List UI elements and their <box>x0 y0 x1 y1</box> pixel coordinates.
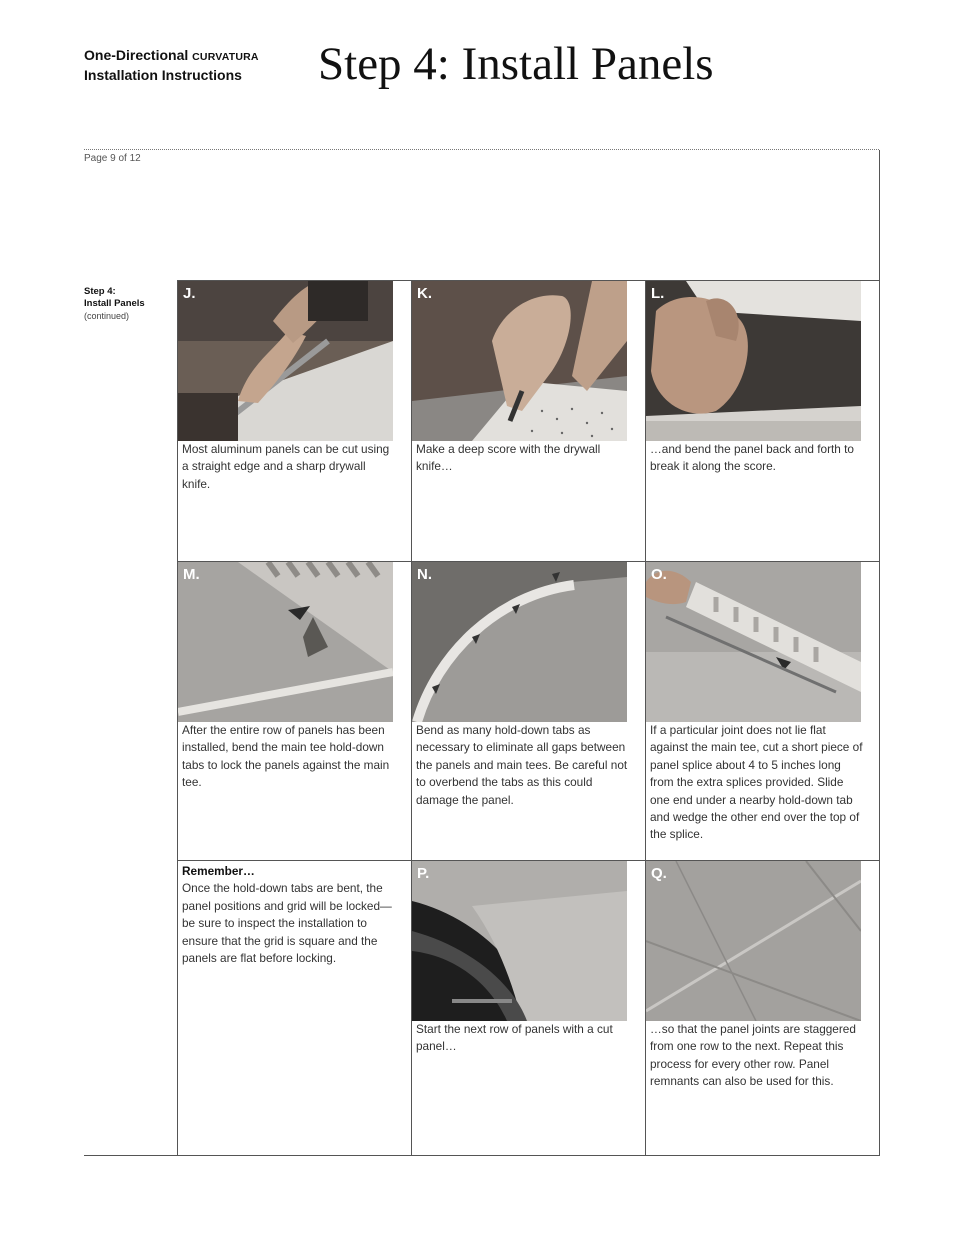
panel-letter: M. <box>183 566 200 583</box>
panel-letter: K. <box>417 285 432 302</box>
panel-letter: L. <box>651 285 665 302</box>
header-divider <box>84 149 879 150</box>
panel-letter: P. <box>417 865 430 882</box>
photo-p-next-row <box>412 861 627 1021</box>
photo-l-breaking-panel <box>646 281 861 441</box>
document-title-line2: Installation Instructions <box>84 67 242 83</box>
remember-text: Once the hold-down tabs are bent, the panel positions and grid will be locked—be sure to inspect the installation to ensure that the grid is square and the panels are flat before locking. <box>182 881 392 966</box>
caption-m: After the entire row of panels has been installed, bend the main tee hold-down tabs to lock the panels against the main tee. <box>182 723 390 790</box>
photo-m-hold-down-tabs <box>178 562 393 722</box>
caption-l: …and bend the panel back and forth to break it along the score. <box>650 442 854 474</box>
photo-n-curved-grid <box>412 562 627 722</box>
remember-note <box>182 863 397 967</box>
caption-q: …so that the panel joints are staggered from one row to the next. Repeat this process for every other row. Panel remnants can also be used for this. <box>650 1022 856 1089</box>
panel-letter: O. <box>651 566 667 583</box>
photo-j-cutting-panel <box>178 281 393 441</box>
panel-letter: Q. <box>651 865 667 882</box>
section-label: Step 4: Install Panels (continued) <box>84 286 145 321</box>
document-title <box>84 46 259 84</box>
photo-k-scoring-panel <box>412 281 627 441</box>
caption-k: Make a deep score with the drywall knife… <box>416 442 601 474</box>
photo-o-panel-splice <box>646 562 861 722</box>
caption-j: Most aluminum panels can be cut using a straight edge and a sharp drywall knife. <box>182 442 390 491</box>
page-number: Page 9 of 12 <box>84 153 141 164</box>
remember-heading: Remember… <box>182 864 255 878</box>
grid-line <box>879 150 880 1156</box>
caption-p: Start the next row of panels with a cut panel… <box>416 1022 613 1054</box>
caption-o: If a particular joint does not lie flat against the main tee, cut a short piece of panel splice about 4 to 5 inches long from the extra splices provided. Slide one end under a nearby hold-down tab and wedge the other end over the top of the splice. <box>650 723 863 842</box>
panel-letter: J. <box>183 285 196 302</box>
panel-letter: N. <box>417 566 432 583</box>
photo-q-staggered-joints <box>646 861 861 1021</box>
caption-n: Bend as many hold-down tabs as necessary to eliminate all gaps between the panels and main tees. Be careful not to overbend the tabs as this could damage the panel. <box>416 723 628 807</box>
grid-line <box>84 1155 879 1156</box>
document-title-line1: One-Directional CURVATURA <box>84 47 259 63</box>
step-title: Step 4: Install Panels <box>318 38 714 90</box>
